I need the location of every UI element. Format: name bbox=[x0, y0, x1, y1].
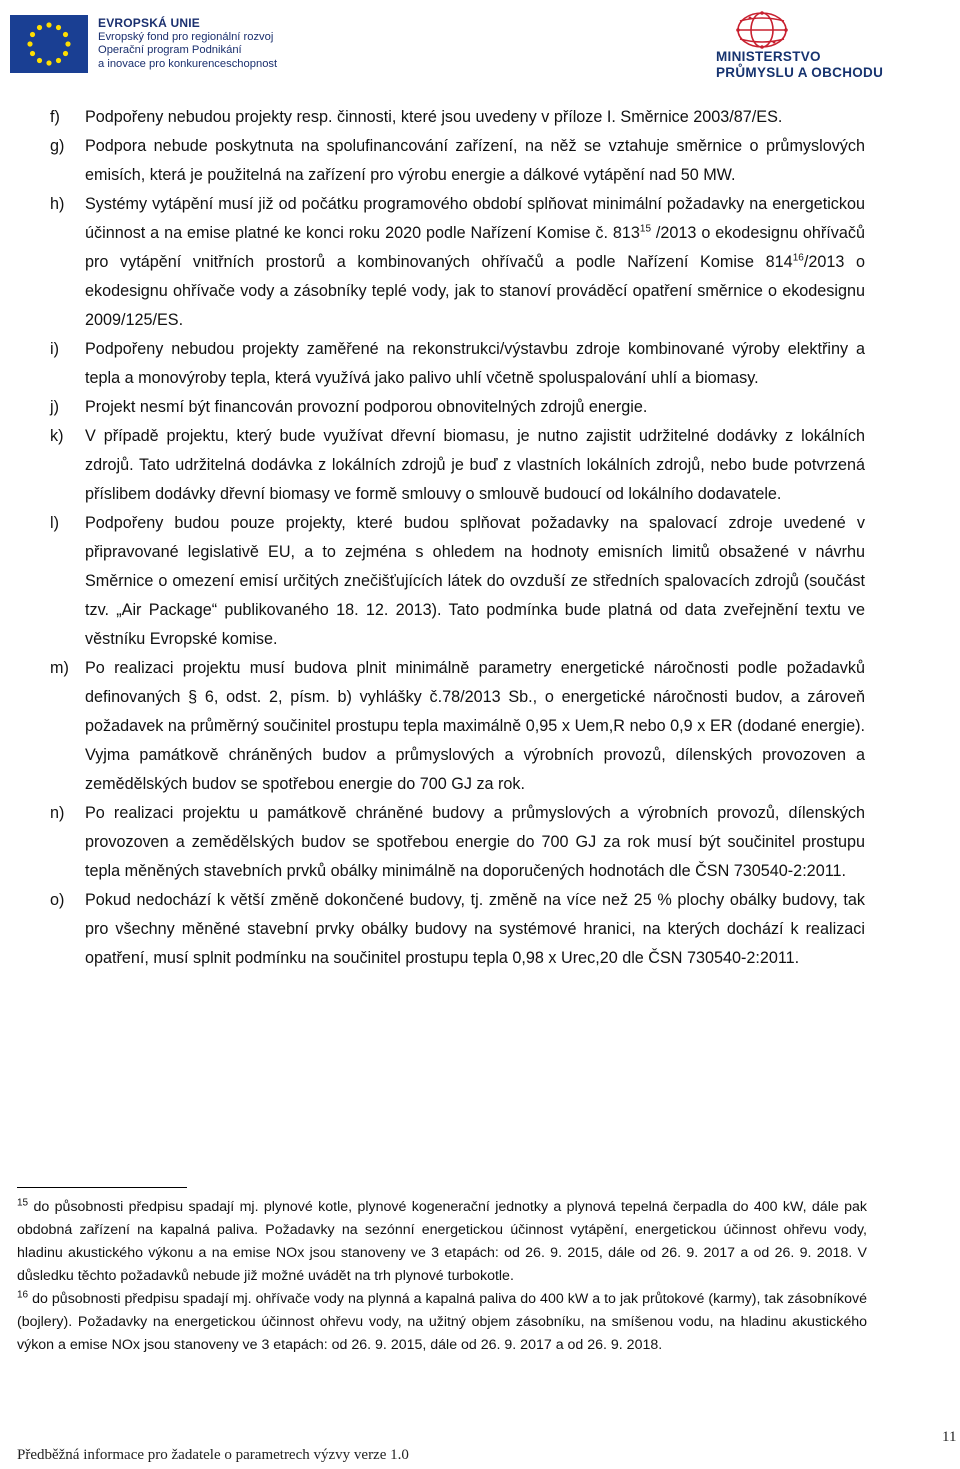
list-item-label: k) bbox=[50, 427, 64, 445]
list-item-text: Po realizaci projektu musí budova plnit minimálně parametry energetické náročnosti podle požadavků definovaných § 6, odst. 2, písm. b) vyhlášky č.78/2013 Sb., o energetické náročnosti budov, a zároveň požadavek na průměrný součinitel prostupu tepla maximálně 0,95 x Uem,R nebo 0,9 x ER (dodané energie). Vyjma památkově chráněných budov a průmyslových a výrobních provozů, dílenských provozoven a zemědělských budov se spotřebou energie do 700 GJ za rok. bbox=[85, 659, 865, 793]
list-item-label: m) bbox=[50, 659, 69, 677]
footnote-16 bbox=[17, 1288, 867, 1357]
list-item-label: g) bbox=[50, 137, 65, 155]
mpo-logo-line2: PRŮMYSLU A OBCHODU bbox=[716, 64, 884, 80]
footnote-separator bbox=[17, 1187, 187, 1188]
mpo-logo-line1: MINISTERSTVO bbox=[716, 49, 821, 64]
list-item-label: n) bbox=[50, 804, 65, 822]
list-item-label: h) bbox=[50, 195, 65, 213]
list-item-text: Podpora nebude poskytnuta na spolufinancování zařízení, na něž se vztahuje směrnice o průmyslových emisích, která je použitelná na zařízení pro výrobu energie a dálkové vytápění nad 50 MW. bbox=[85, 137, 865, 184]
page-footer-title: Předběžná informace pro žadatele o parametrech výzvy verze 1.0 bbox=[17, 1447, 409, 1463]
list-item-label: f) bbox=[50, 108, 60, 126]
list-item-label: o) bbox=[50, 891, 65, 909]
list-item-text-part1: Systémy vytápění musí již od počátku programového období splňovat minimální požadavky na energetickou účinnost a na emise platné ke konci roku 2020 podle Nařízení Komise č. 813 bbox=[85, 195, 865, 242]
eu-logo-line2: Evropský fond pro regionální rozvoj bbox=[98, 30, 274, 43]
eu-logo-line4: a inovace pro konkurenceschopnost bbox=[98, 57, 278, 70]
list-item bbox=[50, 799, 865, 886]
eu-logo-text bbox=[98, 17, 277, 71]
list-item bbox=[50, 335, 865, 393]
list-item-text: Projekt nesmí být financován provozní podporou obnovitelných zdrojů energie. bbox=[85, 398, 648, 416]
list-item bbox=[50, 103, 865, 132]
list-item-text: Podpořeny budou pouze projekty, které budou splňovat požadavky na spalovací zdroje uvedené v připravované legislativě EU, a to zejména s ohledem na hodnoty emisních limitů obsažené v návrhu Směrnice o omezení emisí určitých znečišťujících látek do ovzduší ze středních spalovacích zdrojů (součást tzv. „Air Package“ publikovaného 18. 12. 2013). Tato podmínka bude platná od data zveřejnění textu ve věstníku Evropské komise. bbox=[85, 514, 865, 648]
footnote-text: do působnosti předpisu spadají mj. plynové kotle, plynové kogenerační jednotky a plynová tepelná čerpadla do 400 kW, dále pak obdobná zařízení na kapalná paliva. Požadavky na sezónní energetickou účinnost vytápění, energetickou účinnost ohřevu vody, hladinu akustického výkonu a na emise NOx jsou stanoveny ve 3 etapách: od 26. 9. 2015, dále od 26. 9. 2017 a od 26. 9. 2018. V důsledku těchto požadavků nebude již možné uvádět na trh plynové turbokotle. bbox=[17, 1199, 867, 1284]
footnote-ref-16[interactable]: 16 bbox=[792, 252, 804, 264]
list-item-text: Podpořeny nebudou projekty resp. činnosti, které jsou uvedeny v příloze I. Směrnice 2003/87/ES. bbox=[85, 108, 783, 126]
mpo-logo-text bbox=[716, 49, 883, 80]
list-item bbox=[50, 886, 865, 973]
list-item-text: Po realizaci projektu u památkově chráněné budovy a průmyslových a výrobních provozů, dílenských provozoven a zemědělských budov se spotřebou energie do 700 GJ za rok musí být součinitel prostupu tepla měněných stavebních prvků obálky minimálně na doporučených hodnotách dle ČSN 730540-2:2011. bbox=[85, 804, 865, 880]
list-item bbox=[50, 422, 865, 509]
list-item-label: j) bbox=[50, 398, 59, 416]
list-item bbox=[50, 393, 865, 422]
footnote-text: do působnosti předpisu spadají mj. ohřívače vody na plynná a kapalná paliva do 400 kW a to jak průtokové (karmy), tak zásobníkové (bojlery). Požadavky na energetickou účinnost ohřevu vody, na užitný objem zásobníku, na smíšenou vodu, na hladinu akustického výkon a emise NOx jsou stanoveny ve 3 etapách: od 26. 9. 2015, dále od 26. 9. 2017 a od 26. 9. 2018. bbox=[17, 1291, 867, 1353]
list-item-text-part3: /2013 o ekodesignu ohřívače vody a zásobníky teplé vody, jak to stanoví prováděcí opatření směrnice o ekodesignu 2009/125/ES. bbox=[85, 253, 865, 329]
eu-logo-line1: EVROPSKÁ UNIE bbox=[98, 16, 200, 30]
list-item bbox=[50, 190, 865, 335]
list-item-text: V případě projektu, který bude využívat dřevní biomasu, je nutno zajistit udržitelné dodávky z lokálních zdrojů. Tato udržitelná dodávka z lokálních zdrojů je buď z vlastních lokálních zdrojů, nebo bude potvrzená příslibem dodávky dřevní biomasy ve formě smlouvy o smlouvě budoucí od lokálního dodavatele. bbox=[85, 427, 865, 503]
eu-logo bbox=[10, 15, 277, 73]
eu-flag-icon bbox=[10, 15, 88, 73]
footnotes bbox=[17, 1196, 867, 1357]
page-number: 11 bbox=[942, 1429, 957, 1445]
page-header bbox=[0, 0, 960, 92]
conditions-list bbox=[50, 103, 865, 973]
list-item bbox=[50, 654, 865, 799]
list-item bbox=[50, 132, 865, 190]
eu-logo-line3: Operační program Podnikání bbox=[98, 44, 242, 56]
list-item-label: l) bbox=[50, 514, 59, 532]
footnote-ref-15[interactable]: 15 bbox=[639, 223, 652, 235]
list-item-text-part2: /2013 o ekodesignu ohřívačů pro vytápění vnitřních prostorů a kombinovaných ohřívačů a podle Nařízení Komise 814 bbox=[85, 224, 865, 271]
footnote-number: 15 bbox=[17, 1197, 29, 1209]
list-item-text: Podpořeny nebudou projekty zaměřené na rekonstrukci/výstavbu zdroje kombinované výroby elektřiny a tepla a monovýroby tepla, která využívá jako palivo uhlí včetně spoluspalování uhlí a biomasy. bbox=[85, 340, 865, 387]
list-item-text: Pokud nedochází k větší změně dokončené budovy, tj. změně na více než 25 % plochy obálky budovy, tak pro všechny měněné stavební prvky obálky budovy na systémové hranici, na kterých dochází k realizaci opatření, musí splnit podmínku na součinitel prostupu tepla 0,98 x Urec,20 dle ČSN 730540-2:2011. bbox=[85, 891, 865, 967]
list-item-label: i) bbox=[50, 340, 59, 358]
footnote-number: 16 bbox=[17, 1289, 29, 1301]
footnote-15 bbox=[17, 1196, 867, 1288]
list-item bbox=[50, 509, 865, 654]
